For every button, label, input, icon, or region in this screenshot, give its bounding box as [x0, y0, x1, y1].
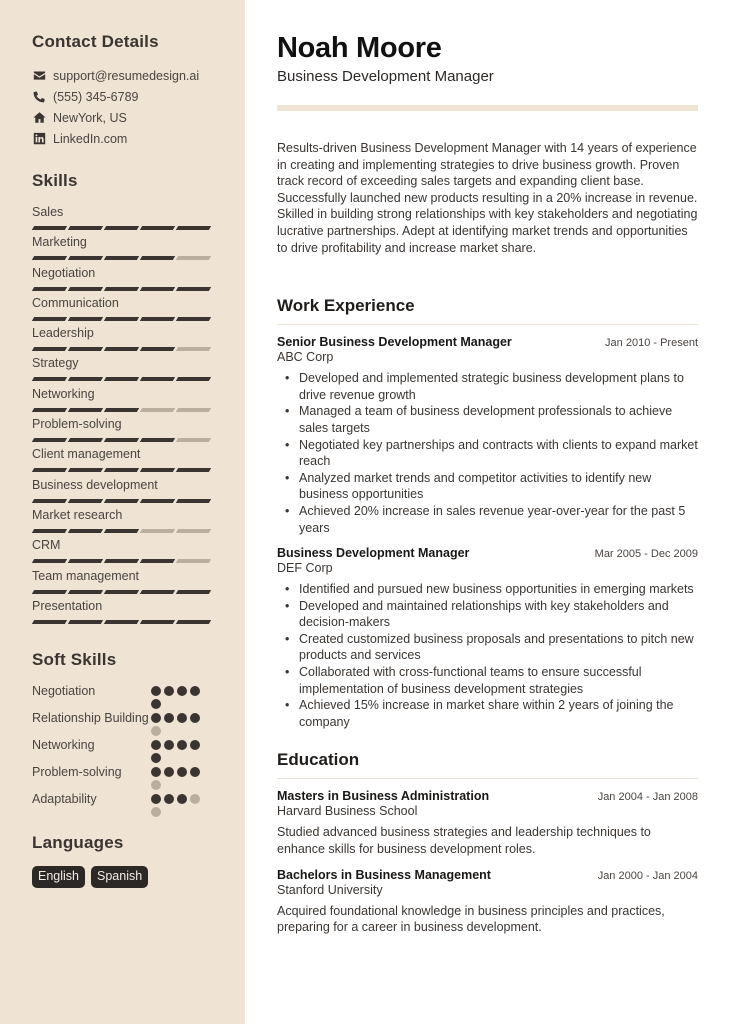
- soft-skill-item: [32, 791, 227, 817]
- degree-title: Bachelors in Business Management: [277, 867, 491, 882]
- rating-dot-filled: [151, 686, 161, 696]
- skill-segment-filled: [140, 559, 175, 563]
- job-bullets: [277, 370, 698, 536]
- soft-skill-item: [32, 683, 227, 709]
- skill-segment-filled: [68, 499, 103, 503]
- contact-email[interactable]: [32, 65, 227, 86]
- school-name: Stanford University: [277, 882, 383, 897]
- skill-segment-empty: [176, 438, 211, 442]
- envelope-icon: [32, 69, 46, 83]
- skill-item: [32, 446, 227, 476]
- rating-dot-filled: [177, 686, 187, 696]
- skill-segment-filled: [104, 408, 139, 412]
- skill-name: Client management: [32, 447, 141, 462]
- skill-segment-filled: [32, 256, 67, 260]
- skill-segment-filled: [104, 226, 139, 230]
- skill-item: [32, 325, 227, 355]
- rating-dot-filled: [151, 740, 161, 750]
- skill-segment-filled: [68, 559, 103, 563]
- skill-segment-filled: [68, 317, 103, 321]
- candidate-name: Noah Moore: [277, 32, 442, 64]
- skill-level-bar: [33, 590, 227, 594]
- job-bullet: • Achieved 15% increase in market share within 2 years of joining the company: [299, 697, 698, 730]
- skill-segment-filled: [68, 226, 103, 230]
- skill-level-bar: [33, 468, 227, 472]
- soft-skill-item: [32, 737, 227, 763]
- job-bullet: • Negotiated key partnerships and contracts with clients to expand market reach: [299, 437, 698, 470]
- degree-title: Masters in Business Administration: [277, 789, 490, 804]
- job-dates: Jan 2010 - Present: [605, 337, 698, 350]
- work-experience-list: [277, 335, 698, 730]
- education-description: Acquired foundational knowledge in business principles and practices, preparing for a career in business development.: [277, 903, 665, 935]
- soft-skill-rating: [151, 683, 203, 709]
- skill-name: Team management: [32, 568, 140, 583]
- job-entry: [277, 335, 698, 536]
- skill-level-bar: [33, 499, 227, 503]
- skill-level-bar: [33, 620, 227, 624]
- contact-list: [32, 65, 227, 149]
- skill-segment-filled: [140, 256, 175, 260]
- education-header: [277, 789, 698, 803]
- soft-skill-name: Negotiation: [32, 684, 96, 699]
- skill-item: [32, 568, 227, 598]
- skill-segment-empty: [176, 256, 211, 260]
- skill-segment-filled: [176, 468, 211, 472]
- skill-item: [32, 234, 227, 264]
- skill-segment-filled: [68, 347, 103, 351]
- skill-segment-filled: [140, 287, 175, 291]
- skill-segment-filled: [32, 559, 67, 563]
- rating-dot-empty: [151, 807, 161, 817]
- rating-dot-filled: [151, 753, 161, 763]
- skill-segment-filled: [32, 226, 67, 230]
- skill-segment-filled: [68, 438, 103, 442]
- soft-skill-rating: [151, 791, 203, 817]
- education-dates: Jan 2004 - Jan 2008: [597, 791, 698, 804]
- skill-segment-filled: [104, 559, 139, 563]
- skill-segment-empty: [176, 408, 211, 412]
- skill-item: [32, 537, 227, 567]
- skill-segment-empty: [140, 529, 175, 533]
- contact-linkedin[interactable]: [32, 128, 227, 149]
- skill-segment-filled: [68, 620, 103, 624]
- skill-segment-filled: [140, 499, 175, 503]
- soft-skill-name: Adaptability: [32, 792, 97, 807]
- rating-dot-filled: [177, 794, 187, 804]
- education-dates: Jan 2000 - Jan 2004: [597, 869, 698, 882]
- skill-segment-filled: [104, 499, 139, 503]
- languages-heading: Languages: [32, 833, 124, 853]
- soft-skill-name: Relationship Building: [32, 711, 149, 726]
- job-entry: [277, 546, 698, 730]
- skill-name: Communication: [32, 295, 119, 310]
- soft-skill-rating: [151, 710, 203, 736]
- education-heading: Education: [277, 750, 698, 779]
- skill-segment-filled: [176, 377, 211, 381]
- skill-segment-filled: [140, 468, 175, 472]
- contact-location-text: NewYork, US: [53, 110, 127, 125]
- skill-segment-filled: [176, 287, 211, 291]
- skill-segment-filled: [176, 317, 211, 321]
- skill-name: Networking: [32, 386, 95, 401]
- skill-segment-filled: [140, 317, 175, 321]
- soft-skill-rating: [151, 737, 203, 763]
- main-content: [277, 30, 698, 936]
- skill-name: CRM: [32, 538, 61, 553]
- rating-dot-filled: [164, 767, 174, 777]
- skill-level-bar: [33, 287, 227, 291]
- header-divider: [277, 105, 698, 111]
- soft-skills-heading: Soft Skills: [32, 650, 117, 670]
- skill-segment-filled: [32, 468, 67, 472]
- skill-segment-empty: [176, 347, 211, 351]
- skill-name: Problem-solving: [32, 417, 122, 432]
- sidebar: [0, 0, 245, 1024]
- skill-segment-filled: [140, 438, 175, 442]
- soft-skill-item: [32, 764, 227, 790]
- skill-segment-filled: [104, 256, 139, 260]
- contact-phone[interactable]: [32, 86, 227, 107]
- education-header: [277, 868, 698, 882]
- rating-dot-filled: [177, 740, 187, 750]
- skill-level-bar: [33, 226, 227, 230]
- rating-dot-filled: [164, 713, 174, 723]
- skill-level-bar: [33, 529, 227, 533]
- education-description: Studied advanced business strategies and leadership techniques to enhance skills for business development roles.: [277, 825, 651, 857]
- job-bullet: • Identified and pursued new business opportunities in emerging markets: [299, 581, 698, 598]
- skill-item: [32, 386, 227, 416]
- job-bullet: • Developed and implemented strategic business development plans to drive revenue growth: [299, 370, 698, 403]
- skill-segment-empty: [176, 529, 211, 533]
- skill-segment-filled: [32, 499, 67, 503]
- candidate-role: Business Development Manager: [277, 68, 494, 85]
- skill-name: Sales: [32, 205, 64, 219]
- education-entry: [277, 789, 698, 857]
- skill-name: Business development: [32, 477, 158, 492]
- language-badge: English: [32, 866, 85, 888]
- skill-name: Strategy: [32, 356, 79, 371]
- skill-level-bar: [33, 377, 227, 381]
- job-bullets: [277, 581, 698, 730]
- contact-location: [32, 107, 227, 128]
- skill-segment-filled: [140, 226, 175, 230]
- skill-segment-filled: [104, 620, 139, 624]
- skills-heading: Skills: [32, 171, 78, 190]
- contact-linkedin-text: LinkedIn.com: [53, 131, 128, 146]
- rating-dot-filled: [190, 686, 200, 696]
- skill-level-bar: [33, 559, 227, 563]
- rating-dot-filled: [151, 767, 161, 777]
- skill-item: [32, 507, 227, 537]
- skill-segment-filled: [32, 620, 67, 624]
- skill-segment-filled: [32, 317, 67, 321]
- skill-segment-filled: [68, 408, 103, 412]
- soft-skill-rating: [151, 764, 203, 790]
- skill-level-bar: [33, 317, 227, 321]
- rating-dot-empty: [151, 726, 161, 736]
- education-entry: [277, 868, 698, 936]
- soft-skill-name: Networking: [32, 738, 95, 753]
- skill-name: Market research: [32, 507, 123, 522]
- skill-segment-filled: [68, 287, 103, 291]
- job-bullet: • Managed a team of business development professionals to achieve sales targets: [299, 403, 698, 436]
- languages-list: [32, 866, 227, 888]
- skill-level-bar: [33, 256, 227, 260]
- rating-dot-filled: [177, 767, 187, 777]
- rating-dot-empty: [151, 780, 161, 790]
- skills-list: [32, 204, 227, 628]
- phone-icon: [32, 90, 46, 104]
- skill-segment-filled: [104, 317, 139, 321]
- summary: Results-driven Business Development Manager with 14 years of experience in creating and implementing strategies to drive business growth. Proven track record of exceeding sales targets and expanding client base. Successfully launched new products resulting in a 20% increase in revenue. Skilled in building strong relationships with key stakeholders and negotiating lucrative partnerships. Adept at identifying market trends and opportunities to drive profitability and increase market share.: [277, 141, 698, 255]
- skill-segment-filled: [176, 499, 211, 503]
- rating-dot-filled: [151, 713, 161, 723]
- contact-email-text: support@resumedesign.ai: [53, 68, 200, 83]
- job-bullet: • Achieved 20% increase in sales revenue year-over-year for the past 5 years: [299, 503, 698, 536]
- skill-segment-filled: [68, 529, 103, 533]
- skill-segment-filled: [176, 590, 211, 594]
- job-company: DEF Corp: [277, 561, 333, 576]
- job-bullet: • Collaborated with cross-functional teams to ensure successful implementation of business development strategies: [299, 664, 698, 697]
- skill-name: Marketing: [32, 235, 87, 250]
- skill-segment-empty: [140, 408, 175, 412]
- skill-segment-filled: [104, 590, 139, 594]
- skill-segment-filled: [104, 347, 139, 351]
- language-badge: Spanish: [91, 866, 148, 888]
- skill-item: [32, 416, 227, 446]
- rating-dot-filled: [190, 713, 200, 723]
- rating-dot-filled: [164, 794, 174, 804]
- skill-segment-filled: [32, 529, 67, 533]
- skill-segment-filled: [104, 287, 139, 291]
- skill-segment-filled: [32, 287, 67, 291]
- skill-segment-filled: [68, 468, 103, 472]
- skill-segment-filled: [176, 226, 211, 230]
- job-title: Senior Business Development Manager: [277, 335, 512, 350]
- skill-segment-filled: [140, 347, 175, 351]
- skill-segment-filled: [32, 590, 67, 594]
- skill-item: [32, 204, 227, 234]
- skill-segment-filled: [68, 590, 103, 594]
- job-header: [277, 546, 698, 560]
- education-list: [277, 789, 698, 935]
- contact-phone-text: (555) 345-6789: [53, 89, 139, 104]
- skill-item: [32, 477, 227, 507]
- skill-segment-filled: [32, 408, 67, 412]
- skill-segment-filled: [32, 347, 67, 351]
- skill-segment-filled: [140, 590, 175, 594]
- rating-dot-filled: [164, 686, 174, 696]
- skill-segment-filled: [32, 377, 67, 381]
- skill-name: Presentation: [32, 598, 103, 613]
- skill-item: [32, 355, 227, 385]
- job-company: ABC Corp: [277, 350, 334, 365]
- rating-dot-filled: [177, 713, 187, 723]
- skill-name: Negotiation: [32, 265, 96, 280]
- soft-skill-item: [32, 710, 227, 736]
- skill-segment-filled: [104, 438, 139, 442]
- soft-skills-list: [32, 683, 227, 817]
- skill-segment-filled: [140, 377, 175, 381]
- school-name: Harvard Business School: [277, 804, 418, 819]
- skill-item: [32, 265, 227, 295]
- home-icon: [32, 111, 46, 125]
- rating-dot-filled: [190, 767, 200, 777]
- skill-segment-filled: [104, 377, 139, 381]
- rating-dot-filled: [164, 740, 174, 750]
- skill-level-bar: [33, 347, 227, 351]
- skill-segment-empty: [176, 559, 211, 563]
- job-bullet: • Analyzed market trends and competitor activities to identify new business opportunities: [299, 470, 698, 503]
- skill-level-bar: [33, 438, 227, 442]
- contact-heading: Contact Details: [32, 32, 159, 51]
- skill-segment-filled: [68, 256, 103, 260]
- skill-level-bar: [33, 408, 227, 412]
- job-bullet: • Developed and maintained relationships with key stakeholders and decision-makers: [299, 598, 698, 631]
- skill-segment-filled: [32, 438, 67, 442]
- job-title: Business Development Manager: [277, 546, 470, 561]
- soft-skill-name: Problem-solving: [32, 765, 122, 780]
- job-bullet: • Created customized business proposals and presentations to pitch new products and services: [299, 631, 698, 664]
- job-header: [277, 335, 698, 349]
- skill-segment-filled: [104, 468, 139, 472]
- skill-segment-filled: [176, 620, 211, 624]
- work-experience-heading: Work Experience: [277, 296, 698, 325]
- job-dates: Mar 2005 - Dec 2009: [594, 548, 698, 561]
- rating-dot-filled: [151, 794, 161, 804]
- skill-item: [32, 295, 227, 325]
- skill-item: [32, 598, 227, 628]
- skill-segment-filled: [140, 620, 175, 624]
- skill-segment-filled: [68, 377, 103, 381]
- linkedin-icon: [32, 132, 46, 146]
- rating-dot-filled: [190, 740, 200, 750]
- skill-segment-filled: [104, 529, 139, 533]
- rating-dot-filled: [151, 699, 161, 709]
- skill-name: Leadership: [32, 326, 94, 341]
- rating-dot-empty: [190, 794, 200, 804]
